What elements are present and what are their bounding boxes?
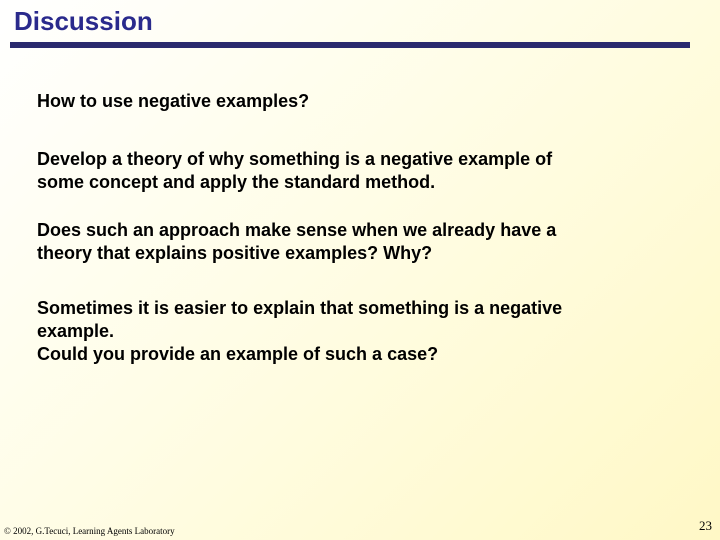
footer-copyright: © 2002, G.Tecuci, Learning Agents Laboratory <box>4 526 175 536</box>
slide-title: Discussion <box>14 6 153 36</box>
page-number: 23 <box>699 518 712 533</box>
body-paragraph-2: Does such an approach make sense when we already have a theory that explains positive examples? Why? <box>37 220 557 263</box>
title-divider <box>10 42 690 48</box>
question-paragraph: How to use negative examples? <box>37 91 310 111</box>
body-paragraph-3: Sometimes it is easier to explain that something is a negative example. Could you provide an example of such a case? <box>37 298 563 364</box>
body-paragraph-1: Develop a theory of why something is a negative example of some concept and apply the standard method. <box>37 149 553 192</box>
